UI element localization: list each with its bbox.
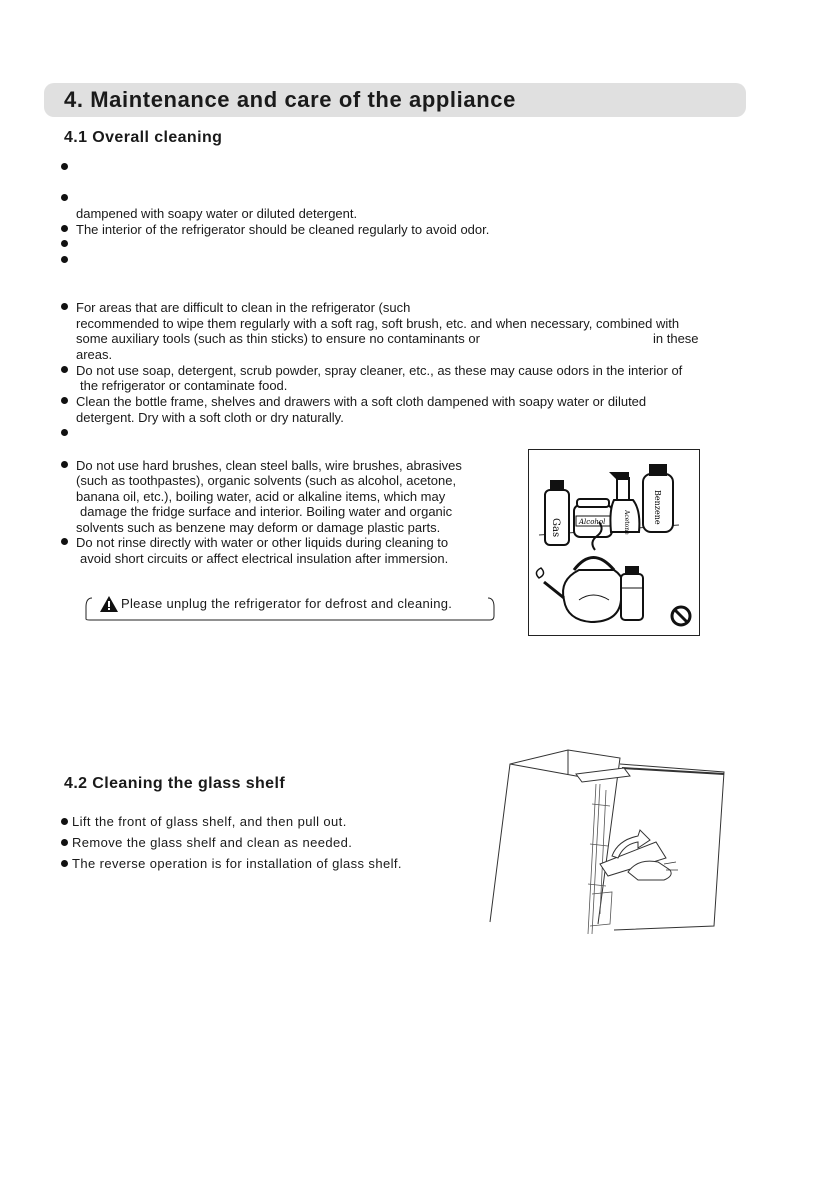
bullet [61,429,68,436]
chemicals-drawing [529,450,699,635]
text-line: Do not use hard brushes, clean steel balls, wire brushes, abrasives [76,458,462,473]
glass-shelf-step: Lift the front of glass shelf, and then pull out. [72,814,347,829]
bullet [61,860,68,867]
gas-bottle-icon [545,480,569,545]
svg-text:Benzene: Benzene [653,490,662,525]
bullet [61,818,68,825]
text-line: avoid short circuits or affect electrical insulation after immersion. [80,551,449,566]
text-line: dampened with soapy water or diluted detergent. [76,206,358,221]
section-title: 4. Maintenance and care of the appliance [64,87,516,112]
bullet [61,839,68,846]
overall-cleaning-title: 4.1 Overall cleaning [64,129,223,146]
alcohol-jar-icon [574,499,612,537]
text-line: damage the fridge surface and interior. Boiling water and organic [80,504,453,519]
small-bottle-icon [621,566,643,620]
prohibited-icon [672,607,690,625]
text-line: Clean the bottle frame, shelves and drawers with a soft cloth dampened with soapy water or diluted [76,394,647,409]
text-line: the refrigerator or contaminate food. [80,378,288,393]
text-line: The interior of the refrigerator should be cleaned regularly to avoid odor. [76,222,490,237]
bullet [61,256,68,263]
bullet [61,397,68,404]
svg-text:Gas: Gas [550,518,561,538]
bullet [61,194,68,201]
glass-shelf-title: 4.2 Cleaning the glass shelf [64,775,286,792]
text-line: Do not rinse directly with water or other liquids during cleaning to [76,535,449,550]
text-line: For areas that are difficult to clean in the refrigerator (such [76,300,411,315]
svg-text:Acetone: Acetone [623,510,630,535]
text-line: Do not use soap, detergent, scrub powder, spray cleaner, etc., as these may cause odors in the interior of [76,363,683,378]
bullet [61,461,68,468]
bullet [61,240,68,247]
bullet [61,538,68,545]
warning-text: Please unplug the refrigerator for defrost and cleaning. [121,596,453,611]
bullet [61,163,68,170]
spray-bottle-icon [609,472,639,535]
text-line: some auxiliary tools (such as thin sticks) to ensure no contaminants or [76,331,480,346]
text-line: (such as toothpastes), organic solvents (such as alcohol, acetone, [76,473,457,488]
text-line: recommended to wipe them regularly with a soft rag, soft brush, etc. and when necessary, combined with [76,316,680,331]
glass-shelf-step: Remove the glass shelf and clean as needed. [72,835,353,850]
glass-shelf-step: The reverse operation is for installation of glass shelf. [72,856,402,871]
bullet [61,225,68,232]
bullet [61,303,68,310]
text-line: areas. [76,347,113,362]
warning-icon [100,596,118,612]
text-line: solvents such as benzene may deform or damage plastic parts. [76,520,441,535]
fridge-glass-shelf-illustration [488,744,730,936]
svg-text:Alcohol: Alcohol [579,518,606,526]
bullet [61,366,68,373]
benzene-bottle-icon [643,464,673,532]
text-line: banana oil, etc.), boiling water, acid or alkaline items, which may [76,489,446,504]
chemicals-illustration [528,449,700,636]
text-line: detergent. Dry with a soft cloth or dry naturally. [76,410,344,425]
text-line: in these [653,331,699,346]
